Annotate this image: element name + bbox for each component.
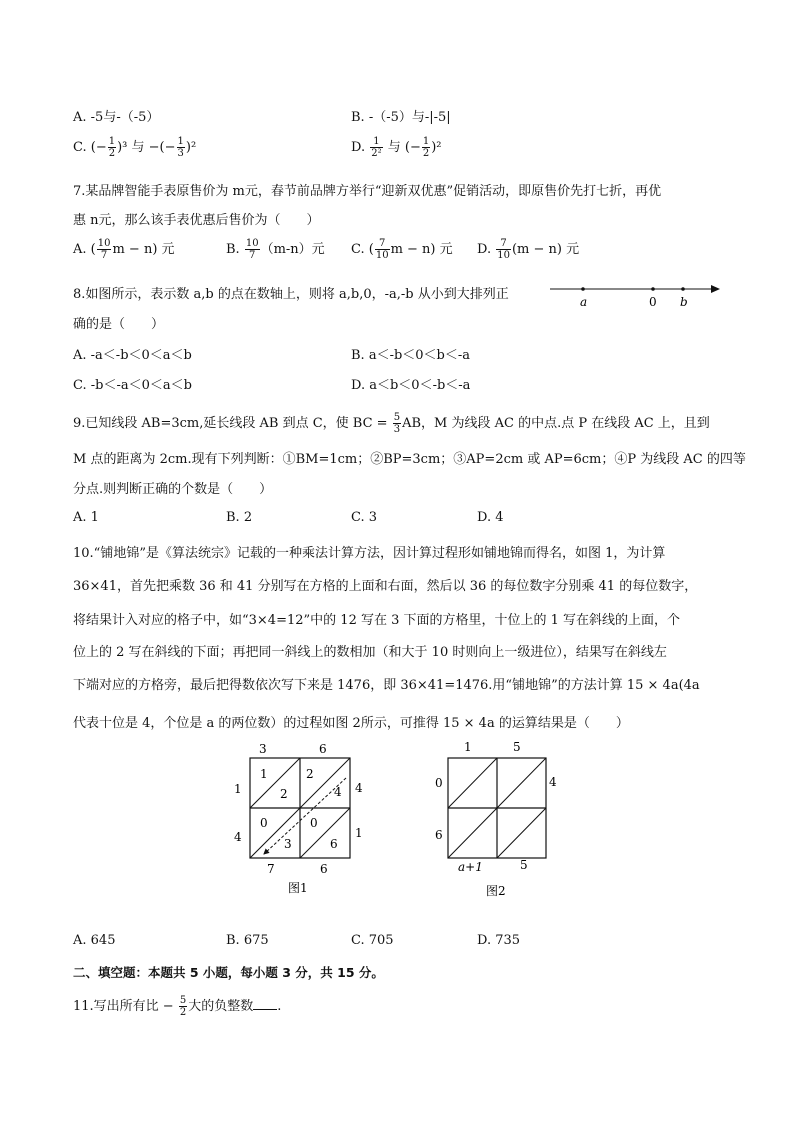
section-heading-fill-in: 二、填空题：本题共 5 小题，每小题 3 分，共 15 分。 — [73, 965, 384, 980]
fig1-cell-tens: 0 — [260, 816, 268, 830]
q6-option-c: C. (− $\frac{1}{2}$ )³ 与 −(− $\frac{1}{3}$ )² — [73, 136, 197, 159]
q8-option-a: A. -a＜-b＜0＜a＜b — [73, 348, 192, 363]
fig1-cell-tens: 2 — [306, 767, 314, 781]
fig2-left-2: 6 — [435, 828, 443, 842]
axis-label-a: a — [580, 295, 588, 309]
fig2-top-2: 5 — [513, 740, 521, 754]
fig1-bottom-1: 7 — [267, 862, 275, 876]
q6-option-a: A. -5与-（-5） — [73, 110, 160, 125]
fig2-top-1: 1 — [464, 740, 472, 754]
q10-stem-line3: 将结果计入对应的格子中，如“3×4=12”中的 12 写在 3 下面的方格里，十位上的 1 写在斜线的上面，个 — [73, 613, 681, 628]
fig2-bottom-1: a+1 — [458, 860, 483, 874]
q10-stem-line2: 36×41，首先把乘数 36 和 41 分别写在方格的上面和右面，然后以 36 的每位数字分别乘 41 的每位数字， — [73, 579, 698, 594]
q11-stem: 11.写出所有比 − $\frac{5}{2}$ 大的负整数 . — [73, 995, 282, 1018]
fig1-cell-tens: 1 — [260, 767, 268, 781]
axis-label-zero: 0 — [649, 295, 657, 309]
q8-stem-line1: 8.如图所示，表示数 a,b 的点在数轴上，则将 a,b,0，-a,-b 从小到大排列正 — [73, 287, 509, 302]
arrow-icon — [711, 285, 720, 293]
q10-option-a: A. 645 — [73, 933, 116, 948]
fig1-bottom-2: 6 — [320, 862, 328, 876]
fig1-right-2: 1 — [355, 826, 363, 840]
q6-option-b: B. -（-5）与-|-5| — [351, 110, 451, 125]
number-line-figure — [548, 280, 724, 310]
fig1-right-1: 4 — [355, 781, 363, 795]
q8-option-d: D. a＜b＜0＜-b＜-a — [351, 378, 471, 393]
figure-2-lattice — [428, 738, 578, 900]
fig1-left-1: 1 — [234, 782, 242, 796]
q8-option-c: C. -b＜-a＜0＜a＜b — [73, 378, 192, 393]
q8-option-b: B. a＜-b＜0＜b＜-a — [351, 348, 471, 363]
expression-15x4a: 15 × 4a(4a — [626, 678, 700, 693]
fig1-caption: 图1 — [288, 881, 308, 895]
q10-option-d: D. 735 — [477, 933, 521, 948]
q9-option-c: C. 3 — [351, 510, 378, 525]
figure-1-lattice — [226, 738, 376, 898]
fig1-cell-units: 4 — [334, 785, 342, 799]
point-a — [581, 287, 585, 291]
q9-stem-line3: 分点.则判断正确的个数是（ ） — [73, 482, 273, 497]
q10-stem-line1: 10.“铺地锦”是《算法统宗》记载的一种乘法计算方法，因计算过程形如铺地锦而得名，如图 1，为计算 — [73, 546, 666, 561]
q8-stem-line2: 确的是（ ） — [73, 317, 165, 332]
q7-option-a: A. ( $\frac{10}{7}$ m − n) 元 — [73, 238, 175, 261]
fig1-top-2: 6 — [319, 742, 327, 756]
fig1-cell-tens: 0 — [310, 816, 318, 830]
fig1-cell-units: 2 — [280, 787, 288, 801]
point-b — [681, 287, 685, 291]
q10-option-c: C. 705 — [351, 933, 394, 948]
point-zero — [651, 287, 655, 291]
q9-option-d: D. 4 — [477, 510, 504, 525]
q10-stem-line6: 代表十位是 4，个位是 a 的两位数）的过程如图 2所示，可推得 15 × 4a 的运算结果是（ ） — [73, 716, 629, 731]
q9-option-b: B. 2 — [226, 510, 253, 525]
fig1-top-1: 3 — [259, 742, 267, 756]
q7-option-d: D. $\frac{7}{10}$ (m − n) 元 — [477, 238, 580, 261]
q9-stem-line2: M 点的距离为 2cm.现有下列判断：①BM=1cm；②BP=3cm；③AP=2cm 或 AP=6cm；④P 为线段 AC 的四等 — [73, 452, 746, 467]
q7-option-c: C. ( $\frac{7}{10}$ m − n) 元 — [351, 238, 453, 261]
q7-option-b: B. $\frac{10}{7}$ （m-n）元 — [226, 238, 325, 261]
q10-stem-line5: 下端对应的方格旁，最后把得数依次写下来是 1476，即 36×41=1476.用“铺地锦”的方法计算 15 × 4a(4a — [73, 678, 700, 693]
fig2-left-1: 0 — [435, 776, 443, 790]
fig2-bottom-2: 5 — [520, 858, 528, 872]
axis-label-b: b — [680, 295, 688, 309]
expression-15x4a: 15 × 4a — [442, 716, 495, 731]
q9-stem-line1: 9.已知线段 AB=3cm,延长线段 AB 到点 C，使 BC = $\frac{5}{3}$ AB，M 为线段 AC 的中点.点 P 在线段 AC 上，且到 — [73, 412, 710, 435]
fig2-caption: 图2 — [486, 884, 506, 898]
fig1-cell-units: 3 — [284, 837, 292, 851]
fig2-right-1: 4 — [549, 775, 557, 789]
q7-stem-line2: 惠 n元，那么该手表优惠后售价为（ ） — [73, 213, 320, 228]
q10-option-b: B. 675 — [226, 933, 269, 948]
answer-blank[interactable] — [253, 999, 277, 1010]
fig1-cell-units: 6 — [330, 837, 338, 851]
fig1-left-2: 4 — [234, 830, 242, 844]
q7-stem-line1: 7.某品牌智能手表原售价为 m元，春节前品牌方举行“迎新双优惠”促销活动，即原售价先打七折，再优 — [73, 184, 662, 199]
q10-stem-line4: 位上的 2 写在斜线的下面；再把同一斜线上的数相加（和大于 10 时则向上一级进位），结果写在斜线左 — [73, 645, 667, 660]
q9-option-a: A. 1 — [73, 510, 99, 525]
q6-option-d: D. $\frac{1}{\text{2²}}$ 与 (− $\frac{1}{2}$ )² — [351, 136, 442, 159]
